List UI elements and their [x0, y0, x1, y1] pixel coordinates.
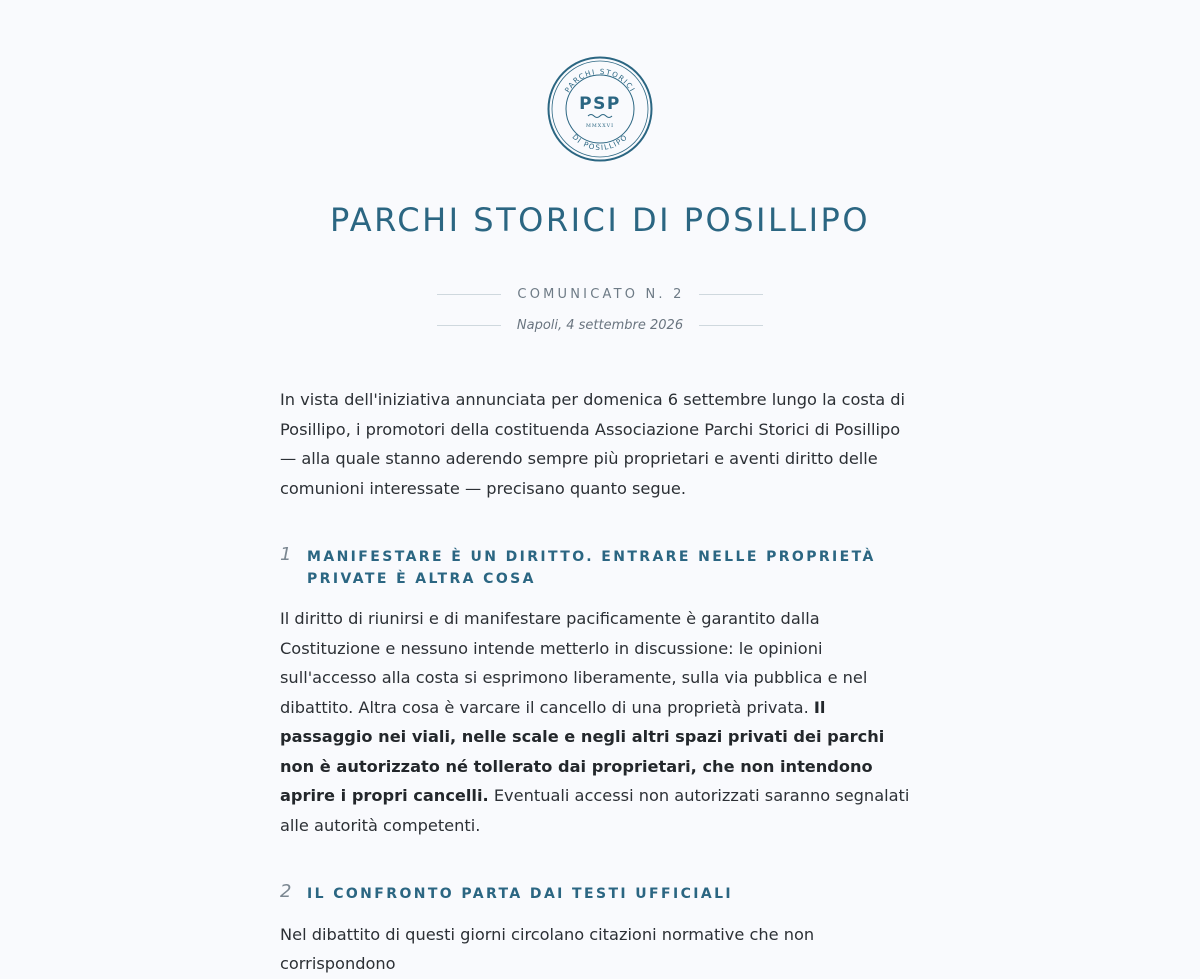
- section-heading-2: [280, 881, 920, 906]
- paragraph-emphasis: Il passaggio nei viali, nelle scale e negli altri spazi privati dei parchi non è autorizzato né tollerato dai proprietari, che non intendono aprire i propri cancelli.: [280, 697, 885, 805]
- section-paragraph-2: [280, 920, 920, 979]
- intro-paragraph: In vista dell'iniziativa annunciata per domenica 6 settembre lungo la costa di Posillipo, i promotori della costituenda Associazione Parchi Storici di Posillipo — alla quale stanno aderendo sempre più proprietari e aventi diritto delle comunioni interessate — precisano quanto segue.: [280, 390, 906, 498]
- section-title: MANIFESTARE È UN DIRITTO. ENTRARE NELLE PROPRIETÀ PRIVATE È ALTRA COSA: [307, 549, 876, 587]
- divider-rule: [437, 294, 501, 295]
- svg-text:PARCHI STORICI: PARCHI STORICI: [562, 66, 638, 95]
- seal-monogram: PSP: [579, 94, 621, 114]
- wave-icon: [588, 115, 612, 118]
- section-paragraph-1: [280, 604, 920, 840]
- divider-rule: [437, 325, 501, 326]
- association-seal-logo: [546, 55, 654, 163]
- dateline: Napoli, 4 settembre 2026: [516, 317, 684, 333]
- dateline-row: [0, 315, 1200, 335]
- seal-year: MMXXVI: [585, 124, 615, 129]
- section-heading-1: [280, 544, 920, 590]
- divider-rule: [699, 294, 763, 295]
- paragraph-text: Eventuali accessi non autorizzati saranno segnalati alle autorità competenti.: [280, 786, 910, 835]
- section-number: 2: [280, 881, 292, 902]
- paragraph-text: Il diritto di riunirsi e di manifestare pacificamente è garantito dalla Costituzione e nessuno intende metterlo in discussione: le opinioni sull'accesso alla costa si esprimono liberamente, sulla via pubblica e nel dibattito. Altra cosa è varcare il cancello di una proprietà privata.: [280, 609, 868, 717]
- section-number: 1: [280, 544, 292, 565]
- communique-number: COMUNICATO N. 2: [517, 286, 685, 302]
- seal-emblem: [546, 55, 654, 163]
- communique-body: [280, 385, 920, 979]
- communique-number-row: [0, 284, 1200, 304]
- page-title: PARCHI STORICI DI POSILLIPO: [329, 201, 871, 239]
- section-title: IL CONFRONTO PARTA DAI TESTI UFFICIALI: [307, 886, 734, 902]
- svg-text:DI POSILLIPO: DI POSILLIPO: [570, 132, 630, 153]
- divider-rule: [699, 325, 763, 326]
- paragraph-text: Nel dibattito di questi giorni circolano citazioni normative che non corrispondono: [280, 924, 815, 973]
